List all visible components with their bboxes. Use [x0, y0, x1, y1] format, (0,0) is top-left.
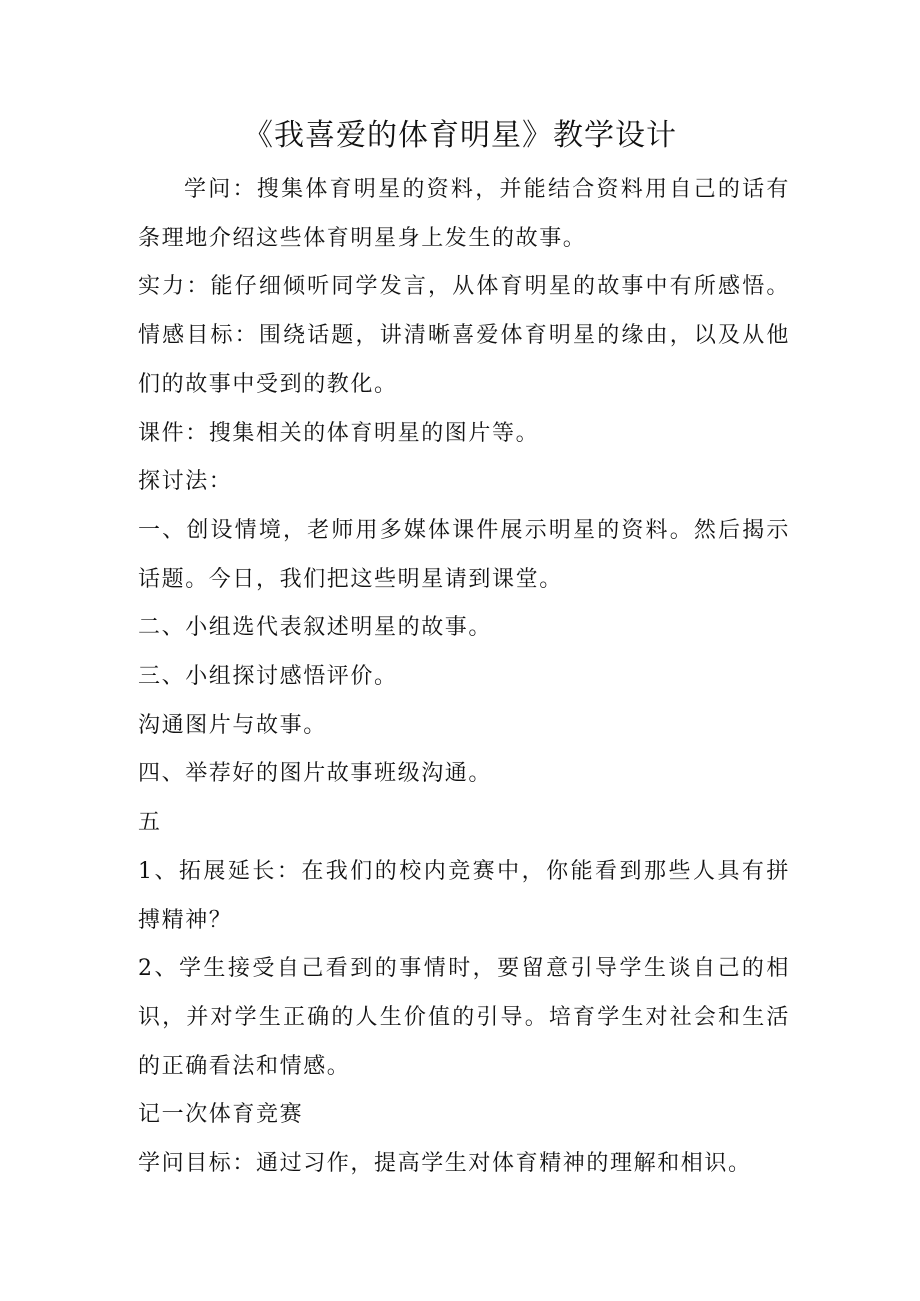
- paragraph-knowledge-goal: 学问：搜集体育明星的资料，并能结合资料用自己的话有条理地介绍这些体育明星身上发生的故事。: [138, 177, 790, 251]
- paragraph-method: 探讨法：: [138, 469, 233, 495]
- paragraph-step-three: 三、小组探讨感悟评价。: [138, 664, 398, 690]
- paragraph-step-five: 五: [138, 810, 162, 836]
- paragraph-step-four: 四、举荐好的图片故事班级沟通。: [138, 761, 493, 787]
- paragraph-extension-one: 1、拓展延长：在我们的校内竞赛中，你能看到那些人具有拼搏精神？: [138, 858, 790, 933]
- paragraph-learning-goal: 学问目标：通过习作，提高学生对体育精神的理解和相识。: [138, 1151, 752, 1177]
- paragraph-step-one: 一、创设情境，老师用多媒体课件展示明星的资料。然后揭示话题。今日，我们把这些明星请到课堂。: [138, 517, 790, 592]
- paragraph-extension-two: 2、学生接受自己看到的事情时，要留意引导学生谈自己的相识，并对学生正确的人生价值的引导。培育学生对社会和生活的正确看法和情感。: [138, 956, 790, 1079]
- paragraph-courseware: 课件：搜集相关的体育明星的图片等。: [138, 420, 540, 446]
- document-title: 《我喜爱的体育明星》教学设计: [243, 118, 677, 153]
- document-body: [138, 166, 790, 1189]
- paragraph-sports-competition: 记一次体育竞赛: [138, 1102, 304, 1128]
- paragraph-ability-emotion-goal: 实力：能仔细倾听同学发言，从体育明星的故事中有所感悟。情感目标：围绕话题，讲清晰喜爱体育明星的缘由，以及从他们的故事中受到的教化。: [138, 274, 790, 397]
- paragraph-step-two: 二、小组选代表叙述明星的故事。: [138, 615, 493, 641]
- paragraph-exchange: 沟通图片与故事。: [138, 712, 327, 738]
